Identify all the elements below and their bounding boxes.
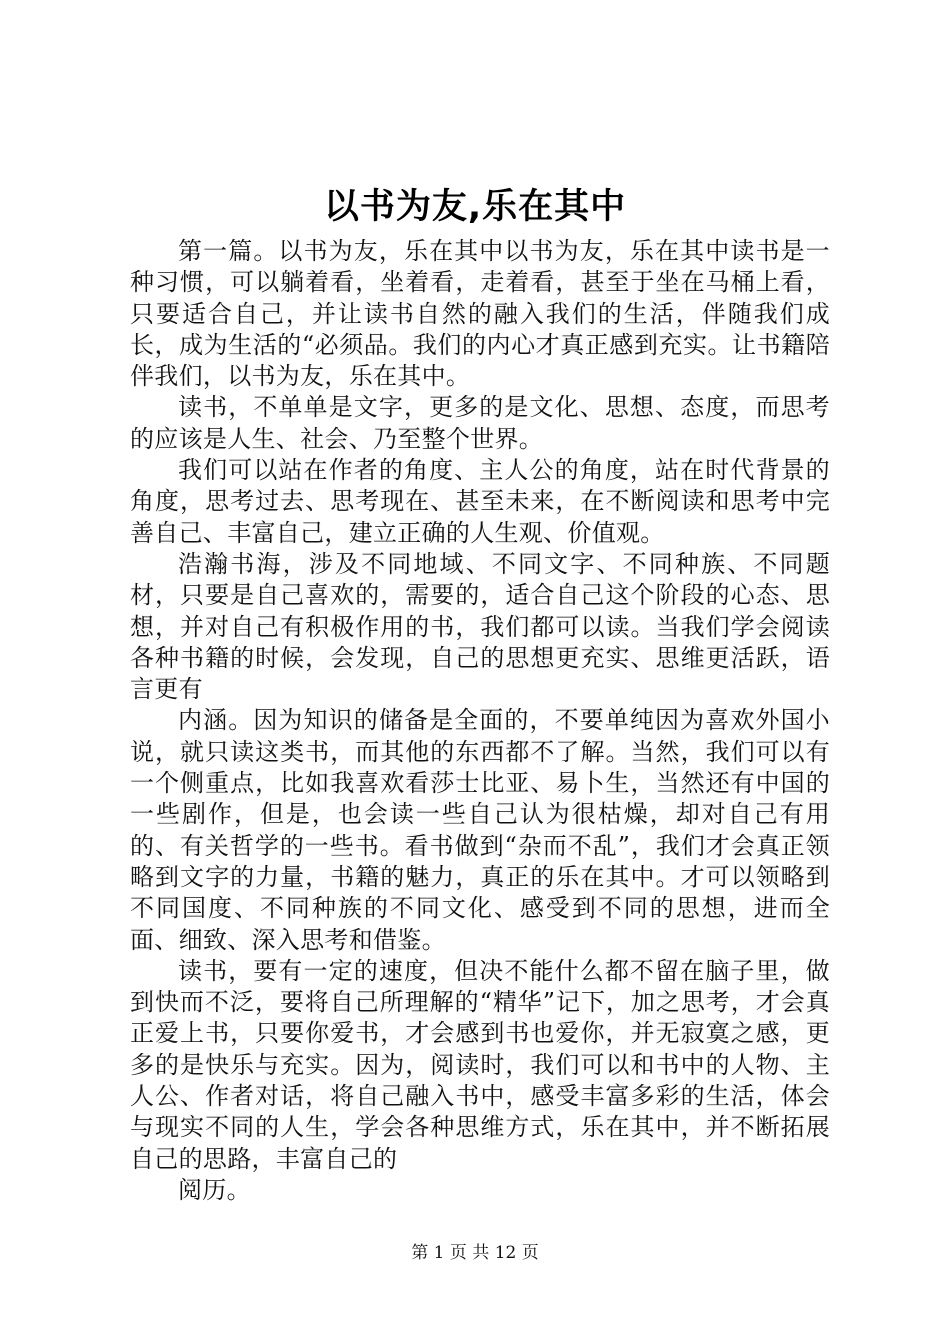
paragraph: 内涵。因为知识的储备是全面的，不要单纯因为喜欢外国小说，就只读这类书，而其他的东西都不了解。当然，我们可以有一个侧重点，比如我喜欢看莎士比亚、易卜生，当然还有中国的一些剧作，但是，也会读一些自己认为很枯燥，却对自己有用的、有关哲学的一些书。看书做到“杂而不乱”，我们才会真正领略到文字的力量，书籍的魅力，真正的乐在其中。才可以领略到不同国度、不同种族的不同文化、感受到不同的思想，进而全面、细致、深入思考和借鉴。 — [130, 706, 830, 954]
paragraph: 浩瀚书海，涉及不同地域、不同文字、不同种族、不同题材，只要是自己喜欢的，需要的，适合自己这个阶段的心态、思想，并对自己有积极作用的书，我们都可以读。当我们学会阅读各种书籍的时候，会发现，自己的思想更充实、思维更活跃，语言更有 — [130, 549, 830, 704]
page-number-footer: 第 1 页 共 12 页 — [411, 1243, 539, 1263]
document-body — [130, 236, 830, 1206]
paragraph: 读书，不单单是文字，更多的是文化、思想、态度，而思考的应该是人生、社会、乃至整个世界。 — [130, 393, 830, 453]
paragraph: 读书，要有一定的速度，但决不能什么都不留在脑子里，做到快而不泛，要将自己所理解的“精华”记下，加之思考，才会真正爱上书，只要你爱书，才会感到书也爱你，并无寂寞之感，更多的是快乐与充实。因为，阅读时，我们可以和书中的人物、主人公、作者对话，将自己融入书中，感受丰富多彩的生活，体会与现实不同的人生，学会各种思维方式，乐在其中，并不断拓展自己的思路，丰富自己的 — [130, 956, 830, 1173]
paragraph: 我们可以站在作者的角度、主人公的角度，站在时代背景的角度，思考过去、思考现在、甚至未来，在不断阅读和思考中完善自己、丰富自己，建立正确的人生观、价值观。 — [130, 456, 830, 547]
paragraph: 阅历。 — [178, 1175, 251, 1204]
document-title: 以书为友,乐在其中 — [323, 187, 627, 227]
paragraph: 第一篇。以书为友，乐在其中以书为友，乐在其中读书是一种习惯，可以躺着看，坐着看，走着看，甚至于坐在马桶上看，只要适合自己，并让读书自然的融入我们的生活，伴随我们成长，成为生活的“必须品。我们的内心才真正感到充实。让书籍陪伴我们，以书为友，乐在其中。 — [130, 237, 830, 391]
